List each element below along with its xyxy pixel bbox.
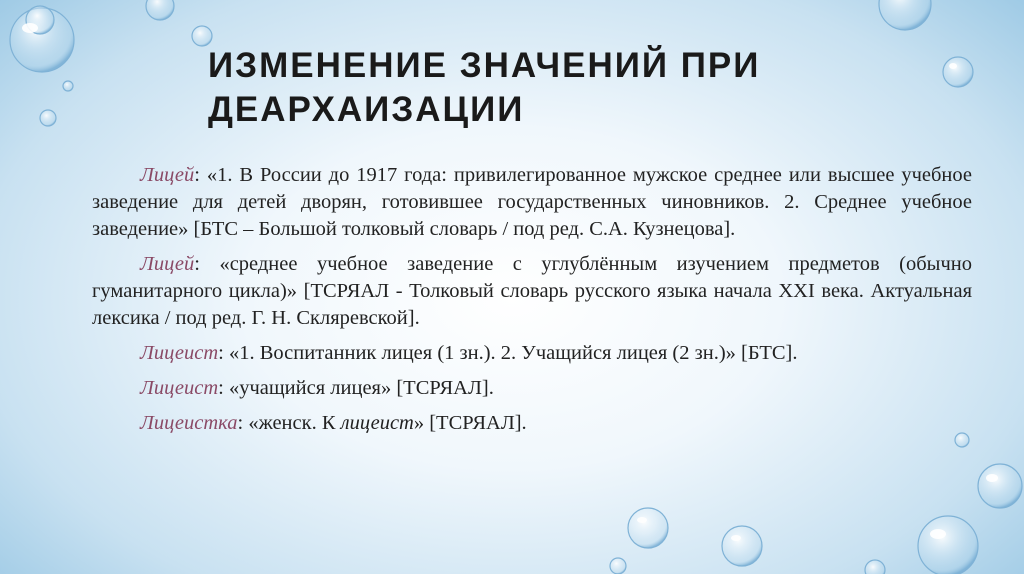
drop: [40, 110, 56, 126]
definition-text: «женск. К: [248, 412, 341, 434]
definition-term: Лицей: [140, 253, 195, 275]
drop: [146, 0, 174, 20]
definition-term: Лицей: [140, 164, 195, 186]
drop: [978, 464, 1022, 508]
definition-term: Лицеист: [140, 342, 219, 364]
definition-text: «1. Воспитанник лицея (1 зн.). 2. Учащийся лицея (2 зн.)» [БТС].: [228, 342, 798, 364]
definition-text: «учащийся лицея» [ТСРЯАЛ].: [228, 377, 494, 399]
definition-term: Лицеист: [140, 377, 219, 399]
drop: [628, 508, 668, 548]
definition-paragraph: Лицеист: «учащийся лицея» [ТСРЯАЛ].: [140, 377, 494, 399]
drop: [63, 81, 73, 91]
definition-term: Лицеистка: [140, 412, 238, 434]
definitions-list: [92, 162, 972, 445]
drop: [943, 57, 973, 87]
definition-paragraph: Лицей: «1. В России до 1917 года: привилегированное мужское среднее или высшее учебное заведение для детей дворян, готовившее государственных чиновников. 2. Среднее учебное заведение» [БТС – Большой толковый словарь / под ред. С.А. Кузнецова].: [92, 164, 972, 240]
title-line-2: ДЕАРХАИЗАЦИИ: [208, 90, 525, 129]
slide-title: [208, 44, 888, 132]
definition-text-end: » [ТСРЯАЛ].: [413, 412, 527, 434]
drop: [192, 26, 212, 46]
definition-italic-ref: лицеист: [340, 412, 414, 434]
drop: [610, 558, 626, 574]
definition-paragraph: Лицеист: «1. Воспитанник лицея (1 зн.). 2. Учащийся лицея (2 зн.)» [БТС].: [140, 342, 798, 364]
definition-text: «1. В России до 1917 года: привилегированное мужское среднее или высшее учебное заведение для детей дворян, готовившее государственных чиновников. 2. Среднее учебное заведение» [БТС – Большой толковый словарь / под ред. С.А. Кузнецова].: [92, 164, 972, 240]
definition-paragraph: Лицеистка: «женск. К лицеист» [ТСРЯАЛ].: [140, 412, 527, 434]
title-line-1: ИЗМЕНЕНИЕ ЗНАЧЕНИЙ ПРИ: [208, 46, 761, 85]
definition-text: «среднее учебное заведение с углублённым изучением предметов (обычно гуманитарного цикла)» [ТСРЯАЛ - Толковый словарь русского языка начала XXI века. Актуальная лексика / под ред. Г. Н. Скляревской].: [92, 253, 972, 329]
drop: [918, 516, 978, 574]
drop: [722, 526, 762, 566]
drop: [879, 0, 931, 30]
definition-paragraph: Лицей: «среднее учебное заведение с углублённым изучением предметов (обычно гуманитарного цикла)» [ТСРЯАЛ - Толковый словарь русского языка начала XXI века. Актуальная лексика / под ред. Г. Н. Скляревской].: [92, 253, 972, 329]
drop: [865, 560, 885, 574]
